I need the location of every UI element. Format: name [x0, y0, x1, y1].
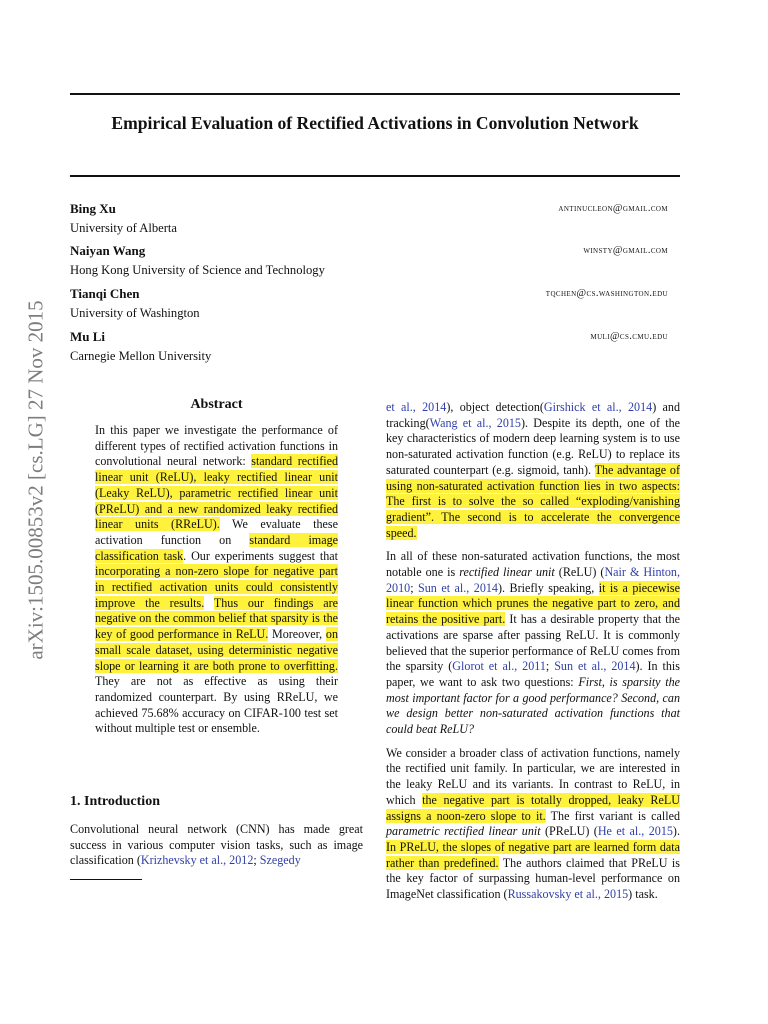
citation-link[interactable]: Sun et al., 2014: [418, 580, 498, 595]
author-name: Mu Li: [70, 329, 106, 344]
text-run: Moreover,: [268, 627, 326, 642]
arxiv-side-label: arXiv:1505.00853v2 [cs.LG] 27 Nov 2015: [23, 300, 48, 660]
citation-link[interactable]: Girshick et al., 2014: [543, 400, 653, 414]
emphasis: First, is sparsity the most important factor for a good performance? Second, can we design better non-saturated activation functions that could beat ReLU?: [386, 674, 680, 737]
author-email[interactable]: winsty@gmail.com: [583, 245, 668, 256]
author-affiliation: Carnegie Mellon University: [70, 349, 212, 363]
text-run: . Our experiments suggest that: [183, 548, 339, 563]
author-block: [70, 328, 668, 364]
paper-title: Empirical Evaluation of Rectified Activations in Convolution Network: [111, 113, 639, 133]
highlight: In PReLU, the slopes of negative part are learned form data rather than predefined.: [386, 839, 680, 870]
highlight: on small scale dataset, using deterministic negative slope or learning it are both prone to overfitting.: [95, 627, 338, 673]
author-affiliation: University of Alberta: [70, 221, 178, 235]
author-name: Tianqi Chen: [70, 286, 140, 301]
citation-link[interactable]: He et al., 2015: [597, 824, 673, 839]
emphasis: parametric rectified linear unit: [386, 824, 541, 839]
abstract-heading: Abstract: [190, 397, 243, 412]
author-affiliation: Hong Kong University of Science and Technology: [70, 263, 325, 277]
paragraph: [386, 549, 680, 737]
section-heading-introduction: 1. Introduction: [70, 794, 160, 809]
citation-link[interactable]: et al., 2014: [386, 400, 447, 414]
highlight: Thus our findings are negative on the common belief that sparsity is the key of good performance in ReLU.: [95, 595, 338, 642]
abstract-body: [95, 423, 338, 737]
text-run: It has a desirable property that the activations are sparse after passing ReLU. It is commonly believed that the superior performance of ReLU comes from the sparsity (: [386, 612, 681, 674]
right-column-body: [386, 400, 680, 903]
author-affiliation: University of Washington: [70, 306, 200, 320]
citation-link[interactable]: Sun et al., 2014: [554, 659, 636, 674]
text-run: Convolutional neural network (CNN) has made great success in various computer vision tasks, such as image classification (: [70, 822, 363, 868]
text-run: The authors claimed that PReLU is the key factor of surpassing human-level performance on ImageNet classification (: [386, 855, 680, 902]
text-run: ) and tracking(: [386, 400, 680, 430]
text-run: (ReLU) (: [554, 565, 605, 580]
author-email[interactable]: tqchen@cs.washington.edu: [545, 288, 668, 299]
text-run: ). In this paper, we want to ask two questions:: [386, 659, 680, 689]
highlight: incorporating a non-zero slope for negative part in rectified activation units could consistently improve the results.: [95, 564, 338, 610]
author-email[interactable]: muli@cs.cmu.edu: [590, 331, 668, 342]
text-run: ). Briefly speaking,: [497, 580, 599, 595]
text-run: The first variant is called: [545, 808, 680, 823]
text-run: We evaluate these activation function on: [95, 517, 338, 547]
paragraph: [386, 746, 680, 903]
highlight: it is a piecewise linear function which prunes the negative part to zero, and retains the positive part.: [386, 580, 680, 627]
highlight: the negative part is totally dropped, leaky ReLU assigns a noon-zero slope to it.: [386, 792, 680, 823]
text-run: We consider a broader class of activation functions, namely the rectified unit family. In particular, we are interested in the leaky ReLU and its variants. In contrast to ReLU, in which: [386, 745, 680, 807]
text-run: ) task.: [628, 887, 658, 902]
text-run: They are not as effective as using their randomized counterpart. By using RReLU, we achieved 75.68% accuracy on CIFAR-100 test set without multiple test or ensemble.: [95, 674, 338, 736]
citation-link[interactable]: Wang et al., 2015: [429, 415, 521, 430]
author-block: [70, 242, 668, 278]
highlight: standard image classification task: [95, 532, 338, 563]
author-block: [70, 200, 668, 236]
abstract-paragraph: [95, 423, 338, 737]
title-rule-bottom: [70, 175, 680, 177]
paragraph: [386, 400, 680, 541]
text-run: ).: [672, 824, 680, 839]
citation-link[interactable]: Krizhevsky et al., 2012: [140, 853, 254, 868]
emphasis: rectified linear unit: [459, 565, 555, 580]
text-run: ;: [253, 853, 260, 868]
text-run: In this paper we investigate the performance of different types of rectified activation functions in convolutional neural network:: [95, 423, 338, 469]
citation-link[interactable]: Szegedy: [259, 853, 301, 868]
text-run: ), object detection(: [446, 400, 544, 414]
introduction-body: [70, 822, 363, 869]
author-name: Naiyan Wang: [70, 243, 146, 258]
author-name: Bing Xu: [70, 201, 116, 216]
title-rule-top: [70, 93, 680, 95]
citation-link[interactable]: Glorot et al., 2011: [452, 659, 546, 674]
author-email[interactable]: antinucleon@gmail.com: [558, 203, 668, 214]
author-block: [70, 285, 668, 321]
text-run: ). Despite its depth, one of the key characteristics of modern deep learning system is to use non-saturated activation function (e.g. ReLU) to replace its saturated counterpart (e.g. sigmoid, tanh).: [386, 415, 681, 477]
citation-link[interactable]: Russakovsky et al., 2015: [507, 887, 629, 902]
footnote-rule: [70, 879, 142, 880]
text-run: [204, 596, 214, 610]
highlight: standard rectified linear unit (ReLU), leaky rectified linear unit (Leaky ReLU), parametric rectified linear unit (PReLU) and a new randomized leaky rectified linear units (RReLU).: [95, 454, 338, 532]
text-run: ;: [545, 659, 555, 674]
text-run: ;: [410, 580, 419, 595]
text-run: (PReLU) (: [540, 824, 598, 839]
intro-paragraph: [70, 822, 363, 869]
citation-link[interactable]: Nair & Hinton, 2010: [386, 565, 680, 595]
text-run: In all of these non-saturated activation functions, the most notable one is: [386, 549, 680, 580]
highlight: The advantage of using non-saturated activation function lies in two aspects: The first is to solve the so called “exploding/vanishing gradient”. The second is to accelerate the convergence speed.: [386, 462, 680, 540]
